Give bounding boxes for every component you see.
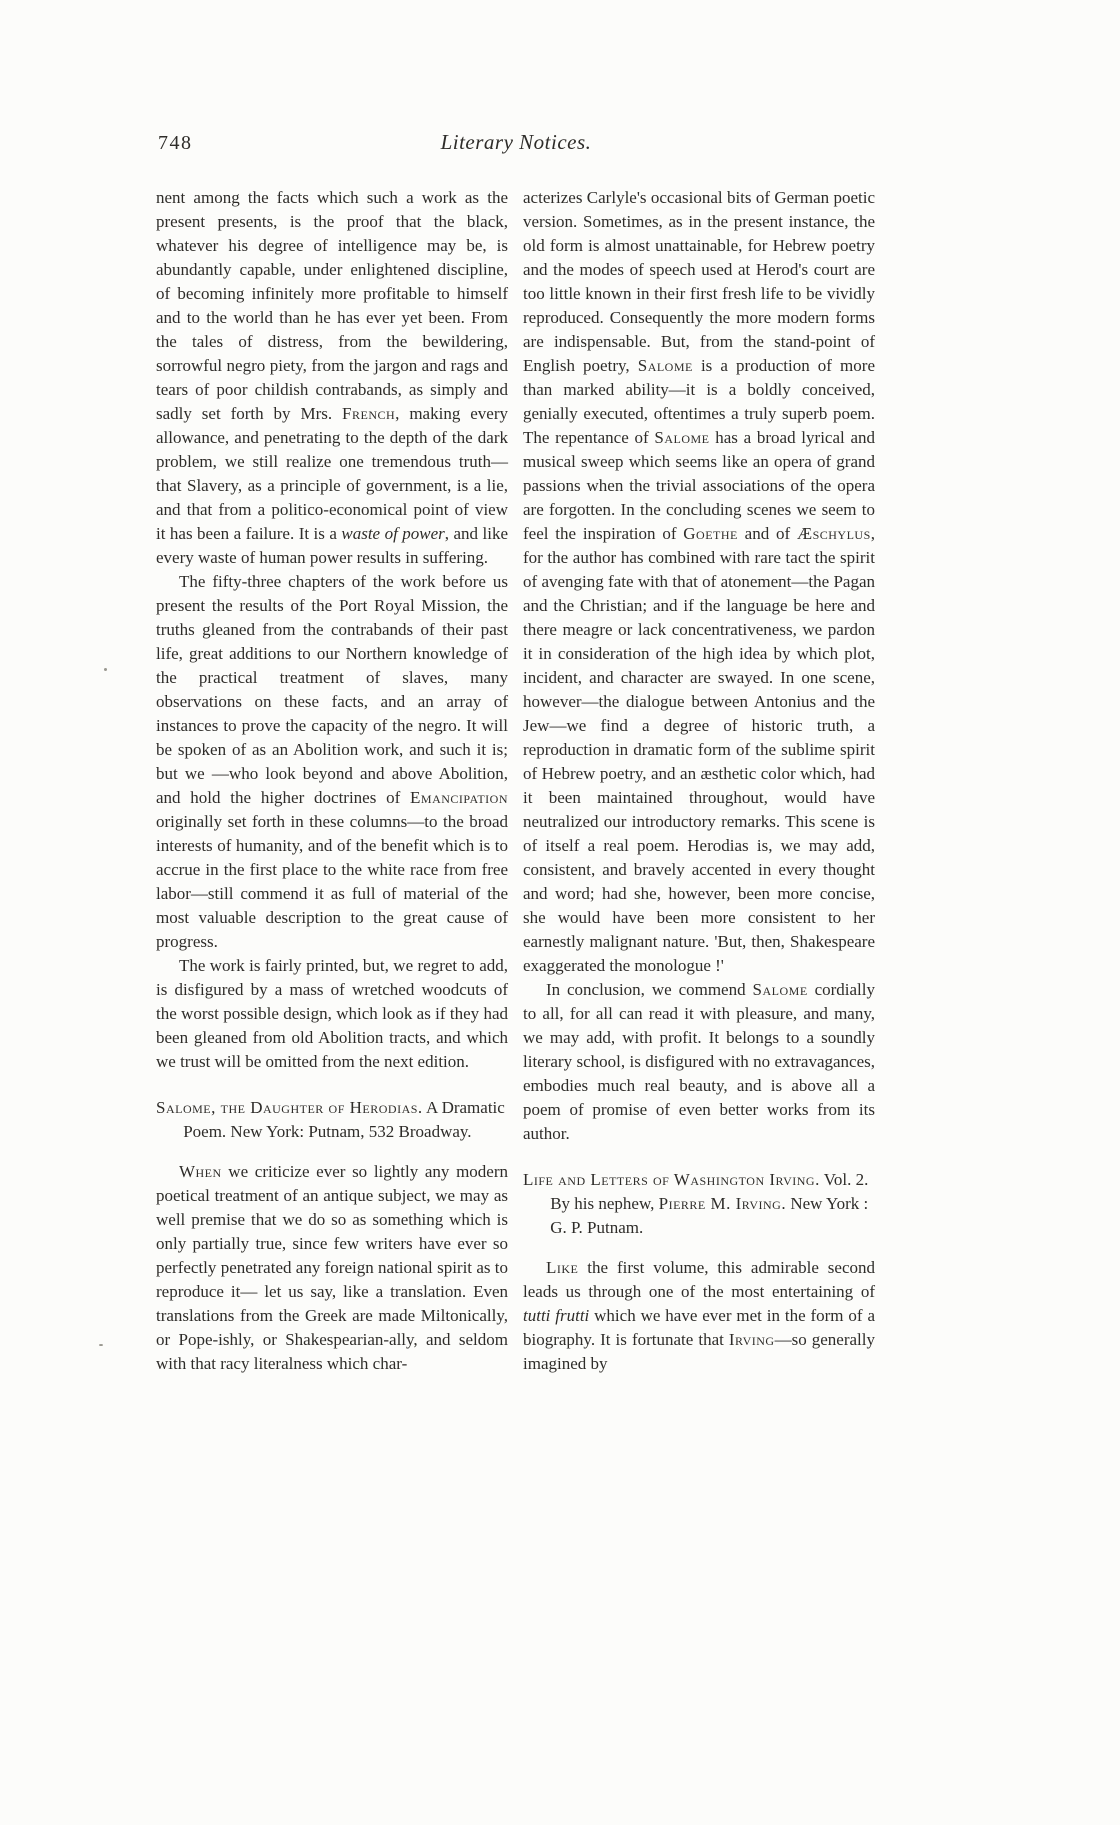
book-citation: Life and Letters of Washington Irving. Vol. 2. By his nephew, Pierre M. Irving. New York : G. P. Putnam. [523,1170,869,1237]
two-column-text [156,186,876,1376]
paragraph: acterizes Carlyle's occasional bits of German poetic version. Sometimes, as in the present instance, the old form is almost unattainable, for Hebrew poetry and the modes of speech used at Herod's court are too little known in their first fresh life to be vividly reproduced. Consequently the more modern forms are indispensable. But, from the stand-point of English poetry, Salome is a production of more than marked ability—it is a boldly conceived, genially executed, oftentimes a truly superb poem. The repentance of Salome has a broad lyrical and musical sweep which seems like an opera of grand passions when the trivial associations of the opera are forgotten. In the concluding scenes we seem to feel the inspiration of Goethe and of Æschylus, for the author has combined with rare tact the spirit of avenging fate with that of atonement—the Pagan and the Christian; and if the language be here and there meagre or lack concentrativeness, we pardon it in consideration of the high idea by which plot, incident, and character are swayed. In one scene, however—the dialogue between Antonius and the Jew—we find a degree of historic truth, a reproduction in dramatic form of the sublime spirit of Hebrew poetry, and an æsthetic color which, had it been maintained throughout, would have neutralized our introductory remarks. This scene is of itself a real poem. Herodias is, we may add, consistent, and bravely accented in every thought and word; had she, however, been more concise, she would have been more consistent to her earnestly malignant nature. 'But, then, Shakespeare exaggerated the monologue !' [523,188,875,975]
scan-speck [99,1344,103,1346]
paragraph: nent among the facts which such a work as the present presents, is the proof that the black, whatever his degree of intelligence may be, is abundantly capable, under enlightened discipline, of becoming infinitely more profitable to himself and to the world than he has ever yet been. From the tales of distress, from the bewildering, sorrowful negro piety, from the jargon and rags and tears of poor childish contrabands, as simply and sadly set forth by Mrs. French, making every allowance, and penetrating to the depth of the dark problem, we still realize one tremendous truth—that Slavery, as a principle of government, is a lie, and that from a politico-economical point of view it has been a failure. It is a waste of power, and like every waste of human power results in suffering. [156,188,508,567]
paragraph: In conclusion, we commend Salome cordially to all, for all can read it with pleasure, and many, we may add, with profit. It belongs to a soundly literary school, is disfigured with no extravagances, embodies much real beauty, and is above all a poem of promise of even better works from its author. [523,980,875,1143]
page-header [156,130,876,172]
paragraph: The fifty-three chapters of the work before us present the results of the Port Royal Mission, the truths gleaned from the contrabands of their past life, great additions to our Northern knowledge of the practical treatment of slaves, many observations on these facts, and an array of instances to prove the capacity of the negro. It will be spoken of as an Abolition work, and such it is; but we —who look beyond and above Abolition, and hold the higher doctrines of Emancipation originally set forth in these columns—to the broad interests of humanity, and of the benefit which is to accrue in the first place to the white race from free labor—still commend it as full of material of the most valuable description to the great cause of progress. [156,572,508,951]
paragraph: The work is fairly printed, but, we regret to add, is disfigured by a mass of wretched woodcuts of the worst possible design, which look as if they had been gleaned from old Abolition tracts, and which we trust will be omitted from the next edition. [156,956,508,1071]
left-column [156,186,508,1376]
page-title: Literary Notices. [440,130,592,154]
book-citation: Salome, the Daughter of Herodias. A Dramatic Poem. New York: Putnam, 532 Broadway. [156,1098,505,1141]
page-number: 748 [158,132,193,154]
right-column [523,186,875,1376]
scan-speck [104,668,107,671]
paragraph: When we criticize ever so lightly any modern poetical treatment of an antique subject, we may as well premise that we do so as something which is only partially true, since few writers have ever so perfectly penetrated any foreign national spirit as to reproduce it— let us say, like a translation. Even translations from the Greek are made Miltonically, or Pope-ishly, or Shakespearian-ally, and seldom with that racy literalness which char- [156,1162,508,1373]
page-content [156,130,876,1376]
paragraph: Like the first volume, this admirable second leads us through one of the most entertaining of tutti frutti which we have ever met in the form of a biography. It is fortunate that Irving—so generally imagined by [523,1258,875,1373]
